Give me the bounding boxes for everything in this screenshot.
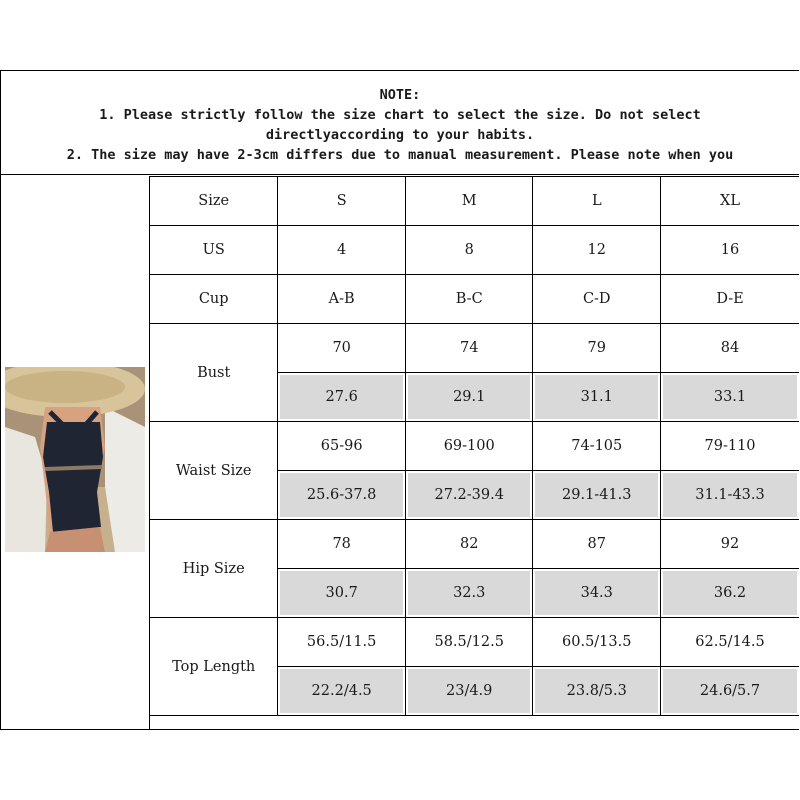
table-cell: 32.3 bbox=[405, 569, 533, 618]
table-cell: 56.5/11.5 bbox=[278, 618, 406, 667]
table-row bbox=[150, 618, 800, 667]
note-line-2: directlyaccording to your habits. bbox=[265, 127, 535, 143]
table-row bbox=[150, 226, 800, 275]
table-cell: 74 bbox=[405, 324, 533, 373]
table-cell: 24.6/5.7 bbox=[661, 667, 799, 716]
table-row bbox=[150, 422, 800, 471]
table-cell: 92 bbox=[661, 520, 799, 569]
model-photo bbox=[5, 367, 145, 552]
table-cell: 27.6 bbox=[278, 373, 406, 422]
row-label-size: Size bbox=[150, 177, 278, 226]
table-cell: 84 bbox=[661, 324, 799, 373]
table-cell: 79 bbox=[533, 324, 661, 373]
table-cell: 4 bbox=[278, 226, 406, 275]
table-cell: 23/4.9 bbox=[405, 667, 533, 716]
table-cell: 58.5/12.5 bbox=[405, 618, 533, 667]
table-cell: 29.1-41.3 bbox=[533, 471, 661, 520]
table-cell: 79-110 bbox=[661, 422, 799, 471]
row-label-hip: Hip Size bbox=[150, 520, 278, 618]
size-table bbox=[149, 176, 799, 716]
table-cell: 31.1-43.3 bbox=[661, 471, 799, 520]
table-cell: 27.2-39.4 bbox=[405, 471, 533, 520]
row-label-us: US bbox=[150, 226, 278, 275]
table-cell: 23.8/5.3 bbox=[533, 667, 661, 716]
table-cell: 34.3 bbox=[533, 569, 661, 618]
note-box bbox=[1, 71, 799, 175]
table-cell: 22.2/4.5 bbox=[278, 667, 406, 716]
note-line-1: 1. Please strictly follow the size chart to select the size. Do not select bbox=[99, 107, 701, 123]
table-row bbox=[150, 324, 800, 373]
table-cell: 25.6-37.8 bbox=[278, 471, 406, 520]
size-s: S bbox=[278, 177, 406, 226]
size-chart-frame bbox=[0, 70, 799, 730]
table-cell: 30.7 bbox=[278, 569, 406, 618]
table-cell: 74-105 bbox=[533, 422, 661, 471]
table-cell: 8 bbox=[405, 226, 533, 275]
table-cell: 60.5/13.5 bbox=[533, 618, 661, 667]
table-cell: 69-100 bbox=[405, 422, 533, 471]
table-cell: 82 bbox=[405, 520, 533, 569]
row-label-waist: Waist Size bbox=[150, 422, 278, 520]
row-label-top-length: Top Length bbox=[150, 618, 278, 716]
table-cell: A-B bbox=[278, 275, 406, 324]
table-cell: 33.1 bbox=[661, 373, 799, 422]
table-cell: 36.2 bbox=[661, 569, 799, 618]
table-cell: 29.1 bbox=[405, 373, 533, 422]
note-line-3: 2. The size may have 2-3cm differs due to manual measurement. Please note when you bbox=[66, 147, 734, 163]
note-title: NOTE: bbox=[379, 87, 421, 103]
table-cell: 62.5/14.5 bbox=[661, 618, 799, 667]
size-m: M bbox=[405, 177, 533, 226]
model-photo-icon bbox=[5, 367, 145, 552]
table-row bbox=[150, 275, 800, 324]
table-cell: 12 bbox=[533, 226, 661, 275]
row-label-cup: Cup bbox=[150, 275, 278, 324]
photo-column bbox=[1, 176, 150, 729]
table-cell: 78 bbox=[278, 520, 406, 569]
table-cell: 65-96 bbox=[278, 422, 406, 471]
size-l: L bbox=[533, 177, 661, 226]
table-cell: 70 bbox=[278, 324, 406, 373]
table-cell: 16 bbox=[661, 226, 799, 275]
table-cell: C-D bbox=[533, 275, 661, 324]
table-row bbox=[150, 177, 800, 226]
size-xl: XL bbox=[661, 177, 799, 226]
table-cell: D-E bbox=[661, 275, 799, 324]
row-label-bust: Bust bbox=[150, 324, 278, 422]
table-cell: B-C bbox=[405, 275, 533, 324]
table-row bbox=[150, 520, 800, 569]
table-cell: 31.1 bbox=[533, 373, 661, 422]
table-cell: 87 bbox=[533, 520, 661, 569]
